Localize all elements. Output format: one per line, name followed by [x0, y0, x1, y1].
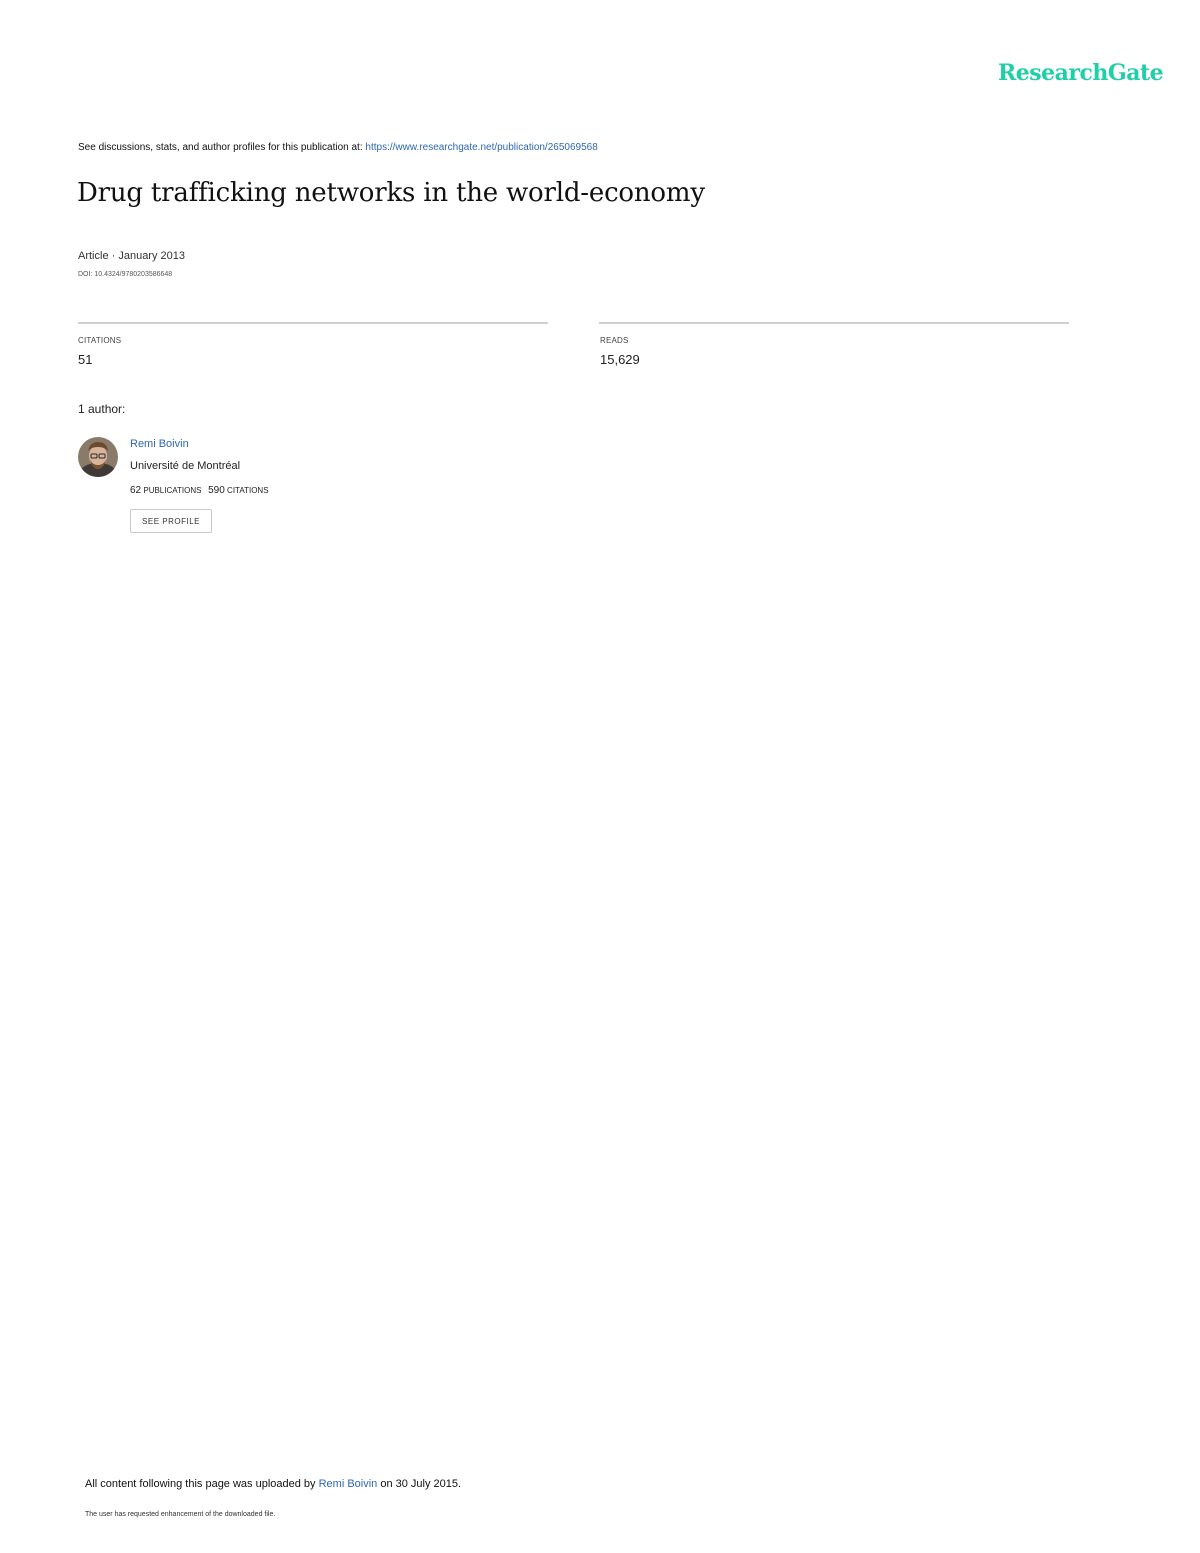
discussion-line	[78, 142, 598, 153]
citations-label: CITATIONS	[78, 336, 122, 345]
authors-heading: 1 author:	[78, 402, 126, 416]
author-publications-label: PUBLICATIONS	[143, 486, 202, 495]
see-profile-button[interactable]: SEE PROFILE	[130, 509, 212, 533]
upload-notice	[85, 1478, 461, 1490]
researchgate-logo[interactable]: ResearchGate	[998, 60, 1164, 86]
reads-divider	[599, 322, 1069, 324]
reads-value: 15,629	[600, 352, 640, 367]
upload-prefix: All content following this page was uploaded by	[85, 1478, 319, 1490]
author-stats	[130, 485, 269, 496]
publication-doi: DOI: 10.4324/9780203586648	[78, 271, 173, 278]
upload-suffix: on 30 July 2015.	[377, 1478, 462, 1490]
author-photo-icon	[78, 437, 118, 477]
uploader-link[interactable]: Remi Boivin	[318, 1478, 378, 1490]
publication-link[interactable]: https://www.researchgate.net/publication/265069568	[365, 142, 598, 153]
publication-meta: Article · January 2013	[78, 250, 185, 262]
enhancement-note: The user has requested enhancement of the downloaded file.	[85, 1511, 276, 1518]
author-publications-count: 62	[130, 485, 142, 496]
reads-label: READS	[600, 336, 629, 345]
author-name-link[interactable]: Remi Boivin	[130, 438, 189, 450]
author-citations-count: 590	[208, 485, 225, 496]
author-institution: Université de Montréal	[130, 460, 241, 472]
citations-divider	[78, 322, 548, 324]
citations-value: 51	[78, 352, 93, 367]
discussion-prefix: See discussions, stats, and author profiles for this publication at:	[78, 142, 366, 153]
author-avatar[interactable]	[78, 437, 118, 477]
author-citations-label: CITATIONS	[227, 486, 269, 495]
publication-title: Drug trafficking networks in the world-economy	[77, 178, 705, 208]
